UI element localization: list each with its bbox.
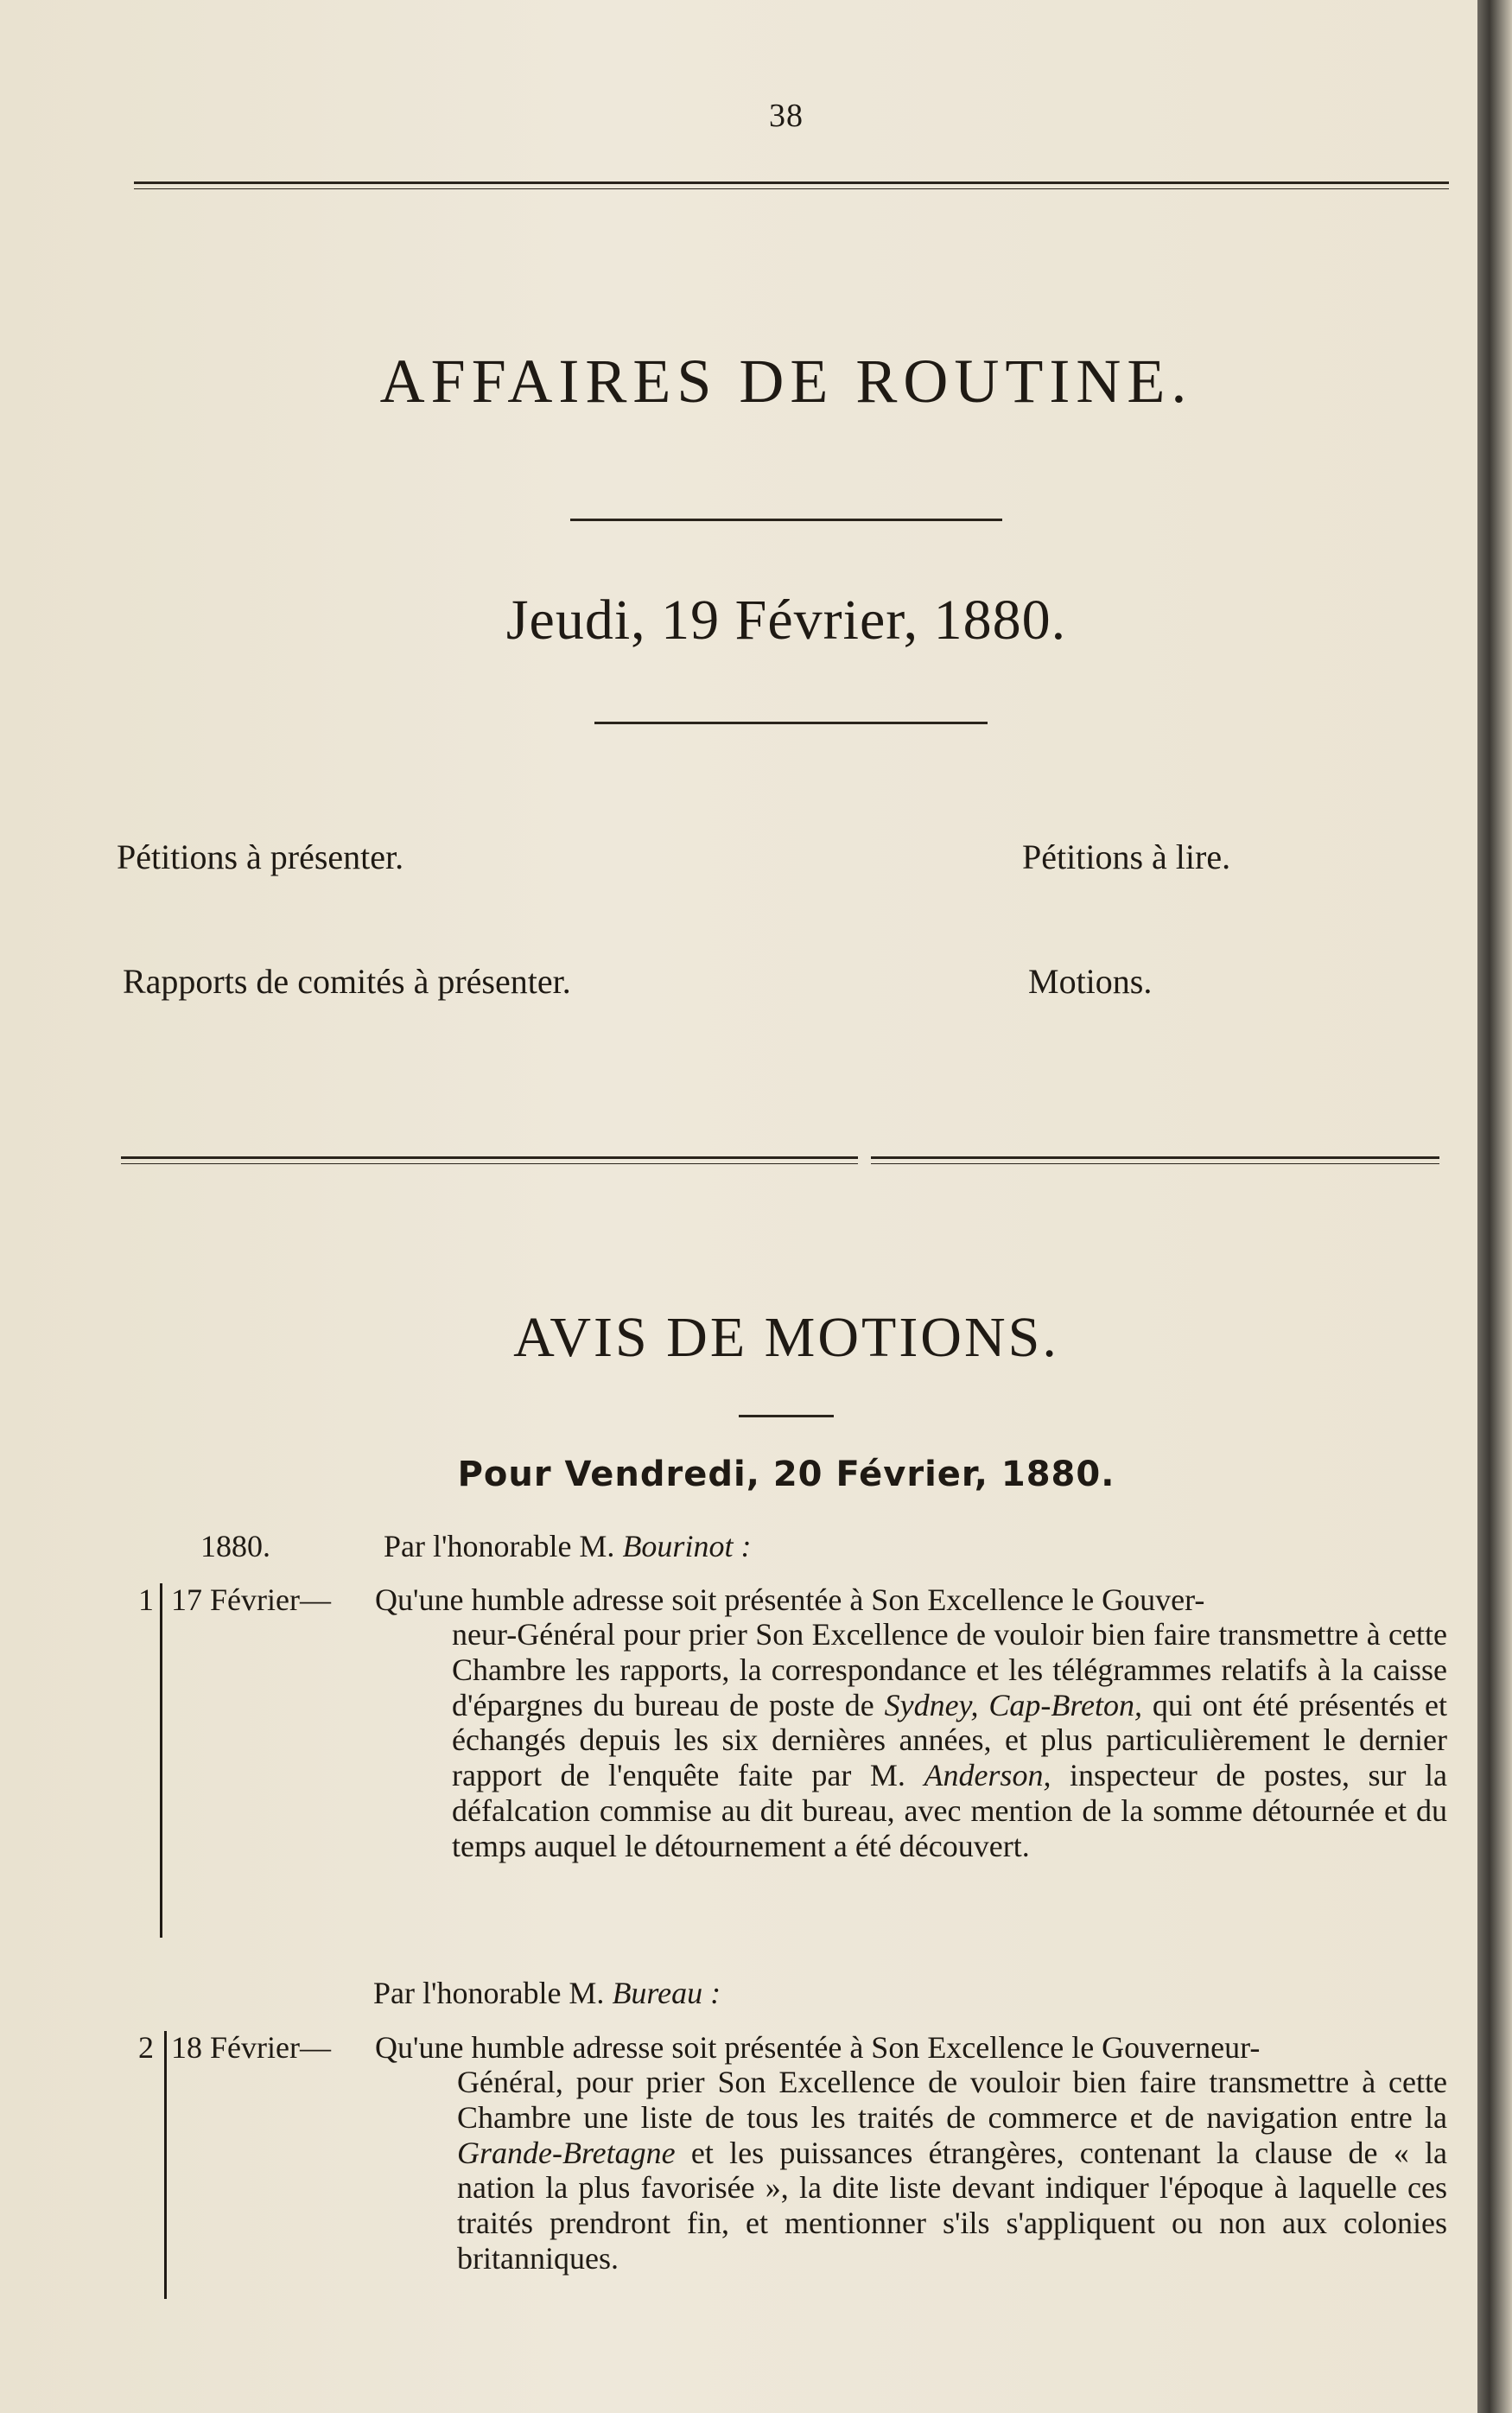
mover-prefix: Par l'honorable M.	[384, 1529, 615, 1563]
agenda-motions: Motions.	[1028, 962, 1153, 1001]
mid-double-rule-right	[871, 1156, 1439, 1164]
section-date: Jeudi, 19 Février, 1880.	[505, 589, 1067, 652]
motion-2-margin-bar	[164, 2031, 167, 2299]
agenda-petitions-lire: Pétitions à lire.	[1022, 837, 1231, 876]
section-title-affaires: AFFAIRES DE ROUTINE.	[379, 347, 1193, 416]
motions-date-heading: Pour Vendredi, 20 Février, 1880.	[457, 1455, 1115, 1494]
mover-prefix: Par l'honorable M.	[373, 1976, 605, 2010]
motion-2-date: 18 Février—	[171, 2030, 331, 2065]
agenda-rapports: Rapports de comités à présenter.	[123, 962, 571, 1001]
motion-1-first-line: Qu'une humble adresse soit présentée à Son Excellence le Gouver-	[375, 1582, 1205, 1617]
motion-2-first-line: Qu'une humble adresse soit présentée à Son Excellence le Gouverneur-	[375, 2030, 1261, 2065]
motion-1-mover	[384, 1528, 751, 1564]
motion-1-body: neur-Général pour prier Son Excellence de vouloir bien faire transmettre à cette Chambre les rapports, la correspondance et les télégrammes relatifs à la caisse d'épargnes du bureau de poste de Sydney, Cap-Breton, qui ont été présentés et échangés depuis les six dernières années, et plus particulièrement le dernier rapport de l'enquête faite par M. Anderson, inspecteur de postes, sur la défalcation commise au dit bureau, avec mention de la somme détournée et du temps auquel le détournement a été découvert.	[452, 1617, 1448, 1863]
motion-2-mover	[373, 1975, 721, 2011]
motions-title-rule	[739, 1415, 834, 1417]
page-number: 38	[769, 98, 804, 134]
motion-2-body: Général, pour prier Son Excellence de vouloir bien faire transmettre à cette Chambre une liste de tous les traités de commerce et de navigation entre la Grande-Bretagne et les puissances étrangères, contenant la clause de « la nation la plus favorisée », la dite liste devant indiquer l'époque à laquelle ces traités prendront fin, et mentionner s'ils s'appliquent ou non aux colonies britanniques.	[457, 2065, 1447, 2276]
mover-name: Bourinot :	[622, 1529, 752, 1563]
motions-year: 1880.	[200, 1529, 270, 1563]
section-title-motions: AVIS DE MOTIONS.	[513, 1306, 1059, 1369]
motion-1-number: 1	[138, 1582, 154, 1617]
top-double-rule	[134, 181, 1449, 189]
motion-1-date: 17 Février—	[171, 1582, 331, 1617]
title-underline	[570, 519, 1002, 521]
mid-double-rule-left	[121, 1156, 858, 1164]
agenda-petitions-presenter: Pétitions à présenter.	[117, 837, 404, 876]
motion-1-margin-bar	[160, 1583, 162, 1938]
date-underline	[594, 722, 988, 724]
mover-name: Bureau :	[612, 1976, 721, 2010]
motion-2-number: 2	[138, 2030, 154, 2065]
